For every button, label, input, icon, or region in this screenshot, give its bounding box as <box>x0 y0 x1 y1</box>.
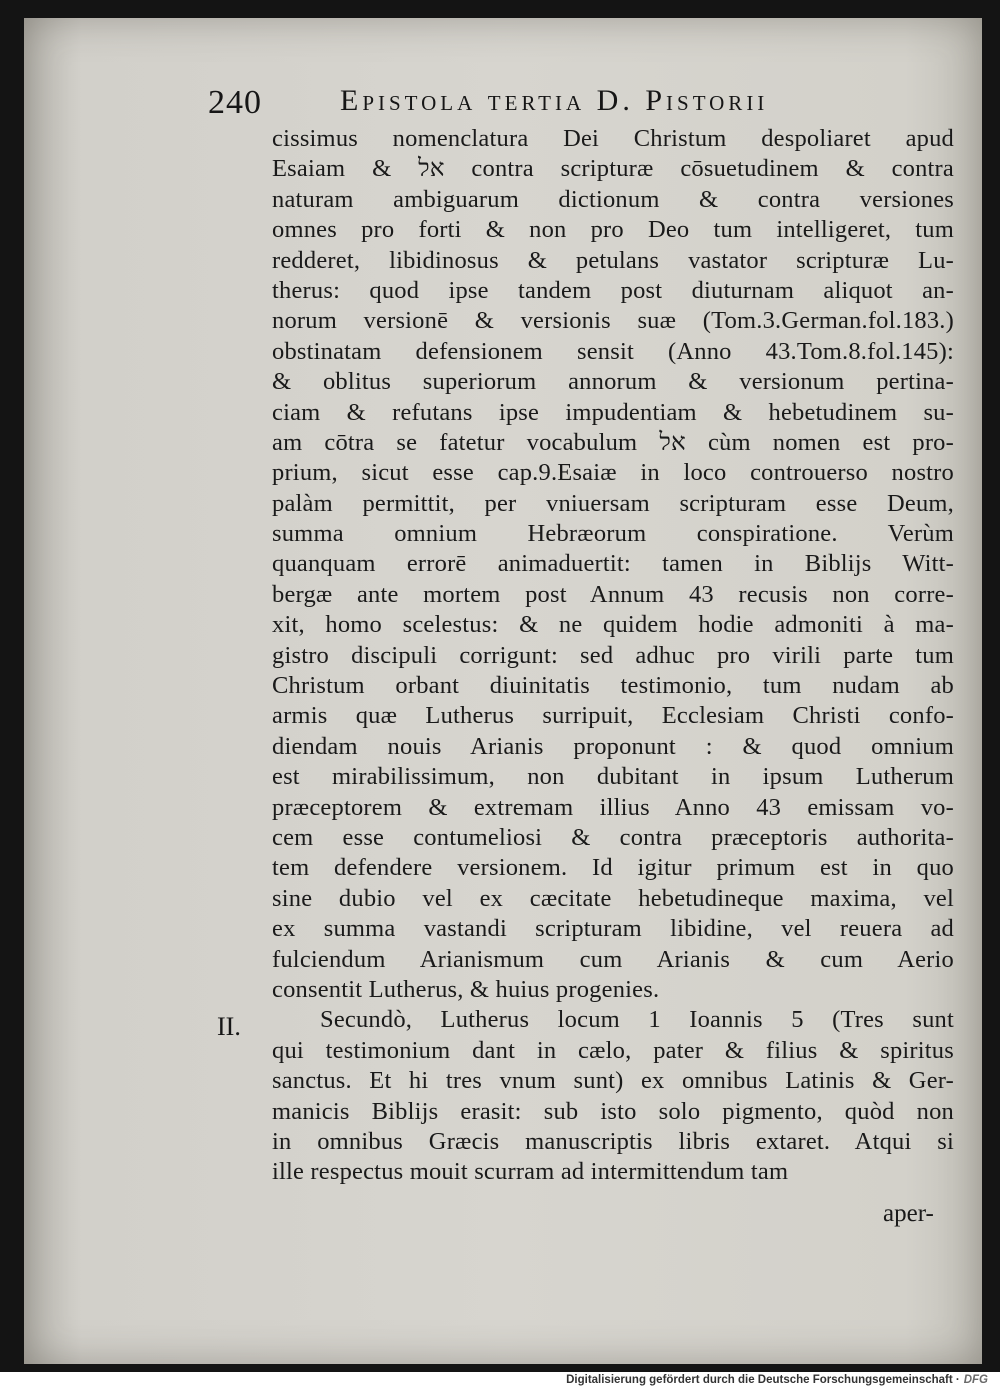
text-line: cissimus nomenclatura Dei Christum despoliaret apud <box>272 125 954 152</box>
text-line: omnes pro forti & non pro Deo tum intelligeret, tum <box>272 216 954 244</box>
text-line: præceptorem & extremam illius Anno 43 emissam vo- <box>272 793 954 821</box>
text-line: sanctus. Et hi tres vnum sunt) ex omnibus Latinis & Ger- <box>272 1067 954 1095</box>
text-line: xit, homo scelestus: & ne quidem hodie admoniti à ma- <box>272 611 954 639</box>
text-line: therus: quod ipse tandem post diuturnam aliquot an- <box>272 276 954 304</box>
text-line: consentit Lutherus, & huius progenies. <box>272 975 660 1003</box>
text-line: bergæ ante mortem post Annum 43 recusis non corre- <box>272 580 954 608</box>
text-line: ille respectus mouit scurram ad intermittendum tam <box>272 1158 789 1186</box>
text-line: am cōtra se fatetur vocabulum אל cùm nomen est pro- <box>272 428 954 456</box>
text-line: tem defendere versionem. Id igitur primum est in quo <box>272 854 954 882</box>
credit-text: Digitalisierung gefördert durch die Deutsche Forschungsgemeinschaft · <box>566 1374 960 1386</box>
text-line: redderet, libidinosus & petulans vastator scripturæ Lu- <box>272 246 954 274</box>
text-line: norum versionē & versionis suæ (Tom.3.German.fol.183.) <box>272 307 954 335</box>
text-line: fulciendum Arianismum cum Arianis & cum Aerio <box>272 945 954 973</box>
dfg-logo: DFG <box>963 1374 988 1386</box>
text-line: summa omnium Hebræorum conspiratione. Verùm <box>272 520 954 548</box>
text-line: cem esse contumeliosi & contra præceptoris authorita- <box>272 823 954 851</box>
text-line: Secundò, Lutherus locum 1 Ioannis 5 (Tres sunt <box>320 1006 954 1034</box>
text-line: Esaiam & אל contra scripturæ cōsuetudinem & contra <box>272 155 954 183</box>
text-line: gistro discipuli corrigunt: sed adhuc pro virili parte tum <box>272 641 954 669</box>
page-header <box>208 84 953 128</box>
text-line: est mirabilissimum, non dubitant in ipsum Lutherum <box>272 763 954 791</box>
page-number: 240 <box>208 84 262 121</box>
text-line: qui testimonium dant in cælo, pater & filius & spiritus <box>272 1036 954 1064</box>
text-line: manicis Biblijs erasit: sub isto solo pigmento, quòd non <box>272 1097 954 1125</box>
text-line: palàm permittit, per vniuersam scripturam esse Deum, <box>272 489 954 517</box>
text-line: armis quæ Lutherus surripuit, Ecclesiam Christi confo- <box>272 702 954 730</box>
text-line: diendam nouis Arianis proponunt : & quod omnium <box>272 732 954 760</box>
marginal-numeral: II. <box>217 1012 241 1041</box>
text-line: obstinatam defensionem sensit (Anno 43.Tom.8.fol.145): <box>272 337 954 365</box>
body-text <box>272 124 954 1188</box>
text-line: prium, sicut esse cap.9.Esaiæ in loco controuerso nostro <box>272 459 954 487</box>
text-line: naturam ambiguarum dictionum & contra versiones <box>272 185 954 213</box>
digitization-credit <box>566 1374 988 1386</box>
running-title: Epistola tertia D. Pistorii <box>340 84 769 117</box>
text-line: & oblitus superiorum annorum & versionum pertina- <box>272 368 954 396</box>
text-line: ciam & refutans ipse impudentiam & hebetudinem su- <box>272 398 954 426</box>
text-line: quanquam errorē animaduertit: tamen in Biblijs Witt- <box>272 550 954 578</box>
text-line: ex summa vastandi scripturam libidine, vel reuera ad <box>272 915 954 943</box>
text-line: in omnibus Græcis manuscriptis libris extaret. Atqui si <box>272 1127 954 1155</box>
text-line: Christum orbant diuinitatis testimonio, tum nudam ab <box>272 672 954 700</box>
catchword: aper- <box>883 1200 934 1227</box>
text-line: sine dubio vel ex cæcitate hebetudineque maxima, vel <box>272 884 954 912</box>
